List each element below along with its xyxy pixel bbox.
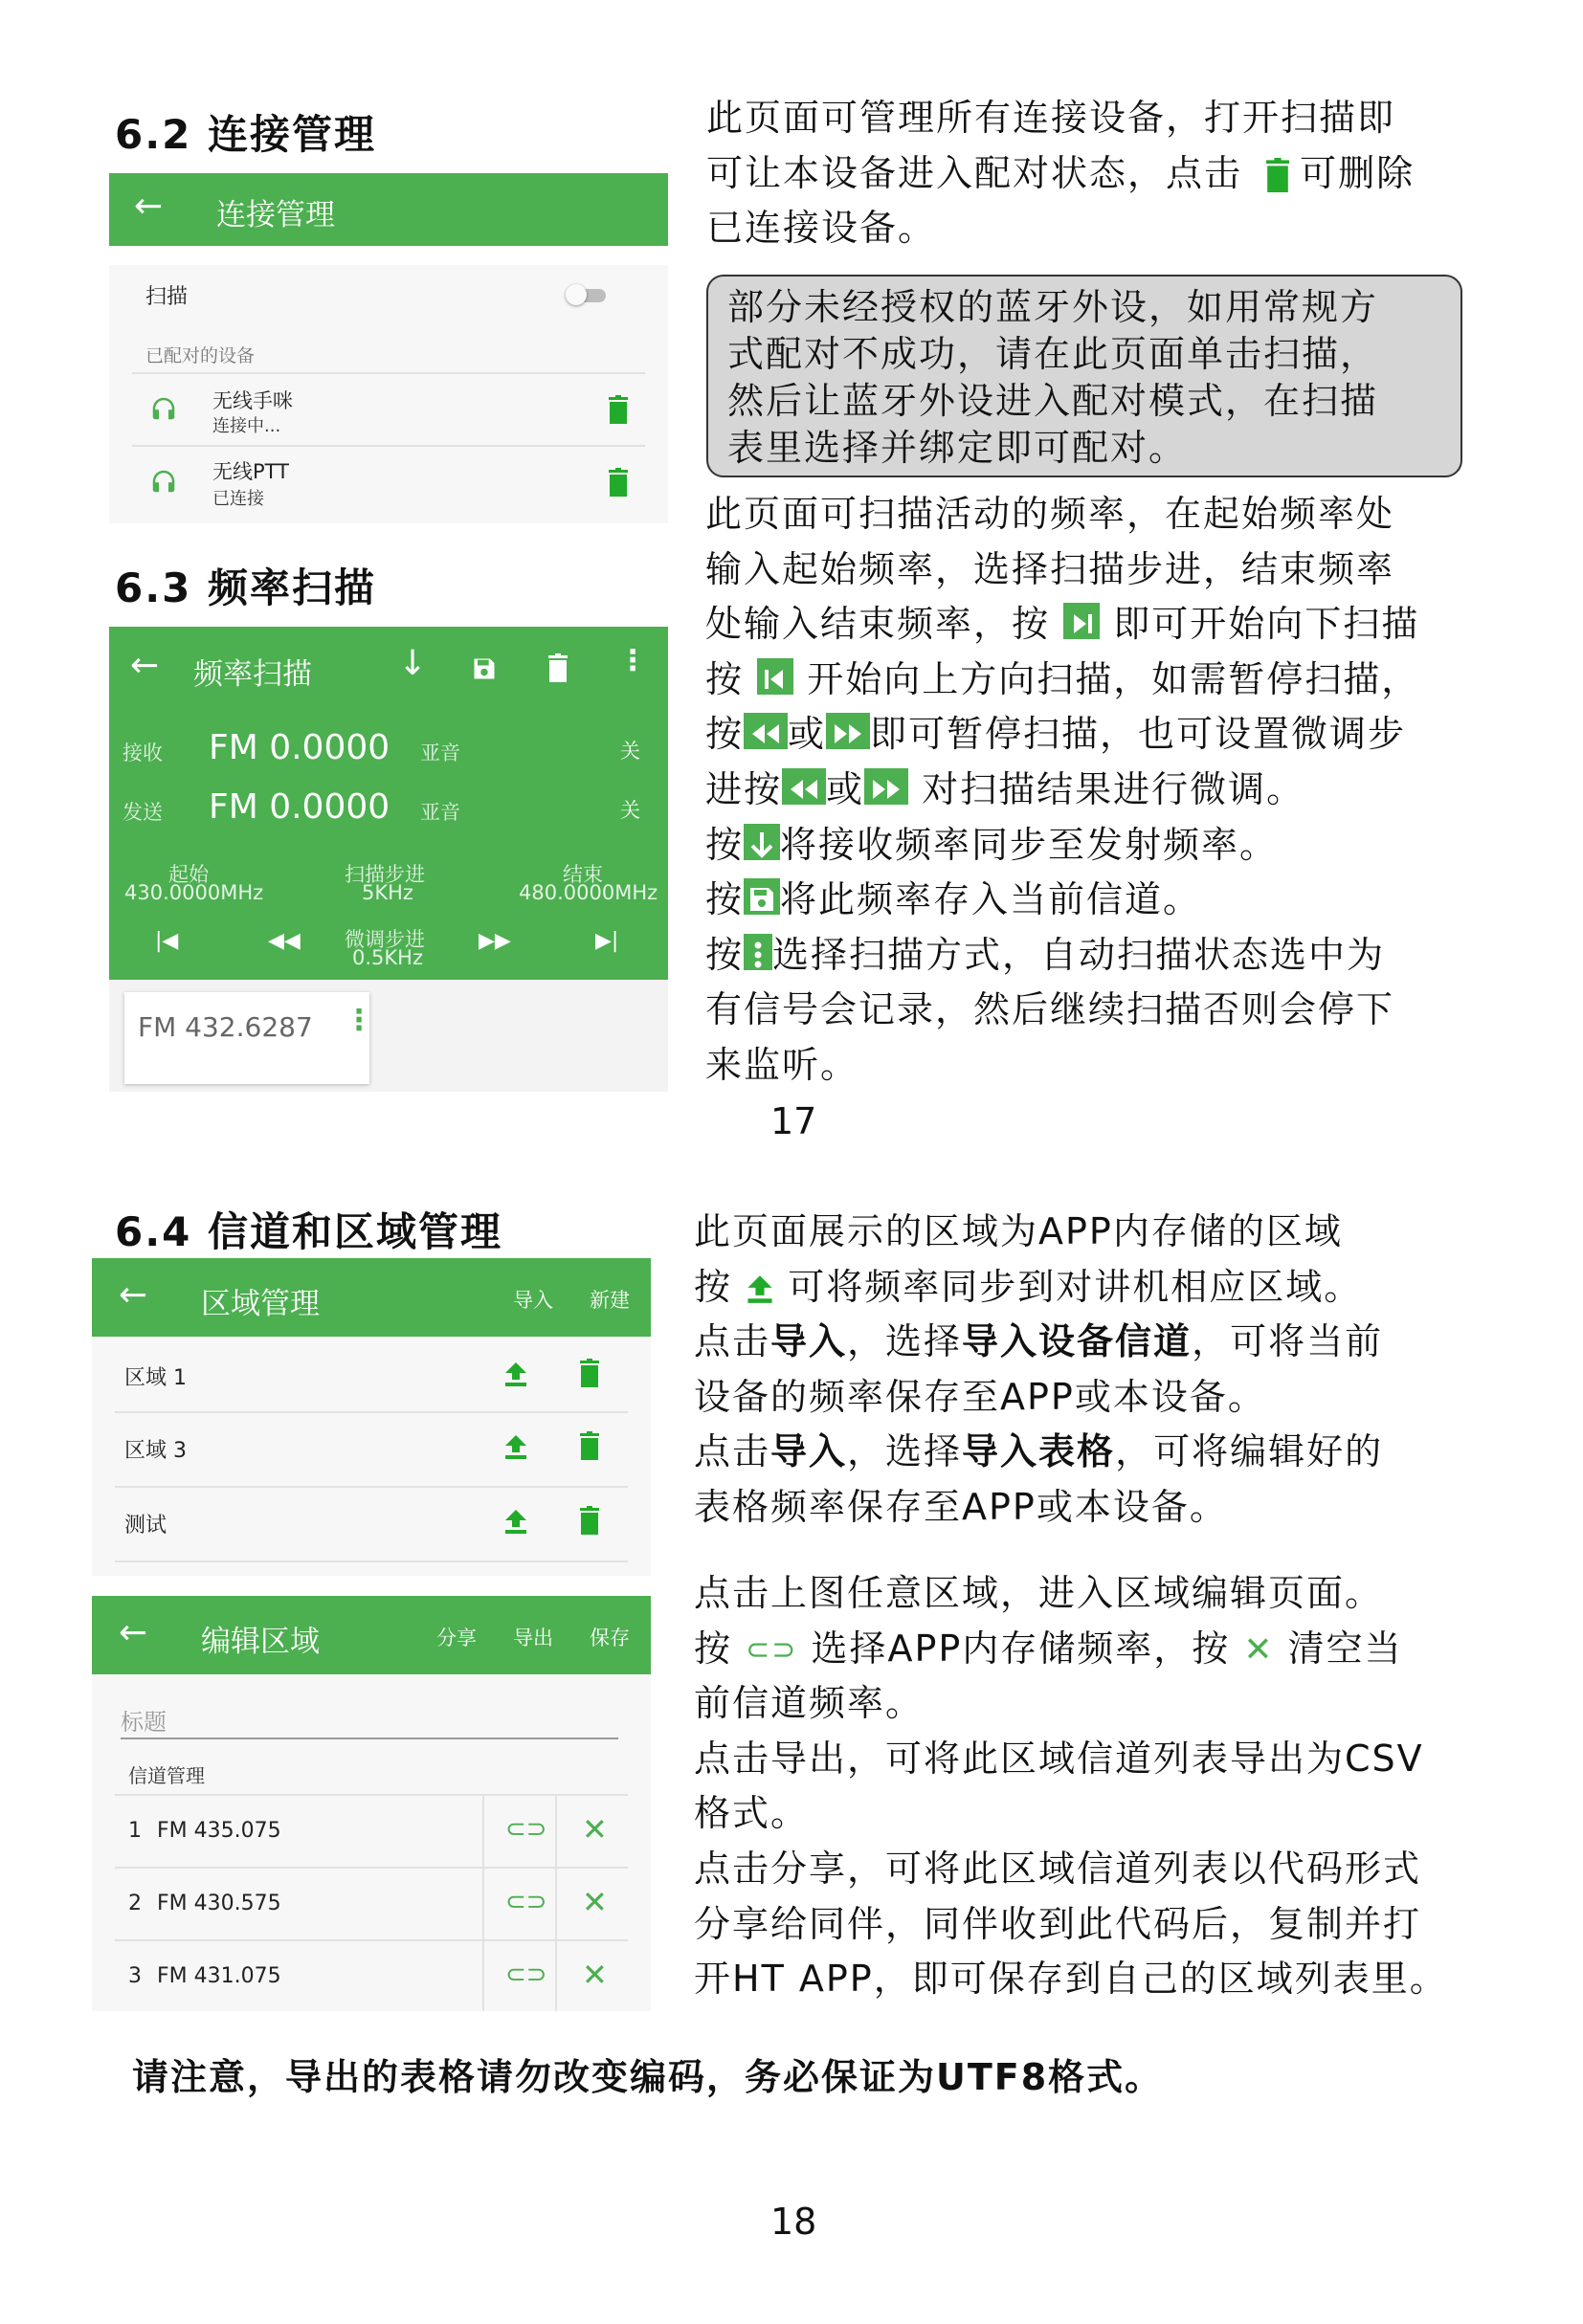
zone-item[interactable] — [115, 1488, 628, 1559]
device-status: 连接中... — [212, 416, 281, 436]
fine-up-icon — [826, 713, 870, 749]
clear-icon: ✕ — [1243, 1630, 1275, 1671]
rx-label: 接收 — [123, 741, 163, 764]
export-button[interactable]: 导出 — [513, 1627, 553, 1649]
channel-row[interactable] — [115, 1796, 628, 1867]
scan-result-card[interactable] — [124, 992, 373, 1084]
tx-label: 发送 — [123, 801, 163, 824]
link-icon[interactable]: ⊂⊃ — [505, 1960, 547, 1989]
back-arrow-icon[interactable]: ← — [119, 1613, 148, 1652]
fine-up-icon[interactable]: ▶▶ — [479, 929, 511, 953]
frequency-scan-screen — [109, 627, 668, 1092]
end-value[interactable]: 480.0000MHz — [519, 881, 658, 904]
app-bar — [92, 1258, 651, 1337]
save-icon — [744, 878, 780, 915]
device-status: 已连接 — [212, 489, 264, 509]
app-bar-title: 连接管理 — [216, 198, 335, 232]
new-button[interactable]: 新建 — [590, 1289, 630, 1312]
link-icon: ⊂⊃ — [746, 1633, 798, 1668]
start-value[interactable]: 430.0000MHz — [124, 881, 264, 904]
device-name: 无线PTT — [212, 460, 289, 483]
section-6-3-title: 6.3 频率扫描 — [115, 564, 377, 611]
more-vert-icon — [744, 934, 772, 970]
result-more-icon[interactable]: ⋮ — [345, 1004, 373, 1037]
channel-frequency: FM 435.075 — [157, 1819, 281, 1843]
share-button[interactable]: 分享 — [436, 1627, 477, 1649]
scan-green-panel — [109, 627, 668, 980]
rx-ctcss-value[interactable]: 关 — [620, 740, 640, 763]
scan-toggle[interactable] — [566, 284, 608, 305]
more-vert-icon[interactable]: ⋮ — [618, 644, 647, 677]
edit-zone-screen — [92, 1596, 651, 2011]
sync-down-arrow-icon[interactable]: ↓ — [398, 644, 428, 683]
fine-down-icon — [782, 768, 826, 805]
back-arrow-icon[interactable]: ← — [130, 646, 160, 685]
fine-down-icon — [744, 713, 788, 749]
title-placeholder: 标题 — [121, 1709, 167, 1736]
save-button[interactable]: 保存 — [590, 1627, 630, 1649]
zone-item[interactable] — [115, 1413, 628, 1484]
zone-name: 测试 — [124, 1514, 167, 1538]
title-input[interactable] — [121, 1699, 618, 1739]
clear-icon[interactable]: ✕ — [582, 1884, 608, 1920]
section-6-2-title: 6.2 连接管理 — [115, 111, 377, 158]
headphones-icon — [149, 466, 178, 497]
import-button[interactable]: 导入 — [513, 1289, 553, 1312]
app-bar-title: 频率扫描 — [193, 657, 312, 692]
link-icon[interactable]: ⊂⊃ — [505, 1888, 547, 1916]
channel-row[interactable] — [115, 1869, 628, 1939]
zone-management-screen — [92, 1258, 651, 1576]
zone-name: 区域 1 — [124, 1366, 187, 1390]
back-arrow-icon[interactable]: ← — [134, 187, 164, 226]
paired-devices-header: 已配对的设备 — [145, 345, 256, 366]
rx-frequency[interactable]: FM 0.0000 — [209, 728, 390, 767]
delete-icon[interactable] — [607, 395, 630, 424]
channel-row[interactable] — [115, 1941, 628, 2011]
end-label: 结束 — [563, 863, 603, 886]
sync-down-arrow-icon — [744, 824, 780, 860]
channel-header: 信道管理 — [128, 1764, 205, 1787]
app-bar-title: 编辑区域 — [201, 1625, 320, 1659]
section-6-4-description-top: 此页面展示的区域为APP内存储的区域 按 可将频率同步到对讲机相应区域。 点击导入，选择导入设备信道，可将当前 设备的频率保存至APP或本设备。 点击导入，选择导入表格，可将编辑好的 表格频率保存至APP或本设备。 — [694, 1210, 1384, 1528]
delete-icon[interactable] — [578, 1431, 601, 1460]
delete-icon[interactable] — [546, 653, 569, 682]
page-number: 17 — [770, 1100, 817, 1142]
tx-ctcss-label: 亚音 — [420, 801, 460, 824]
scan-down-icon — [1063, 603, 1100, 639]
fine-down-icon[interactable]: ◀◀ — [268, 929, 301, 953]
scan-result-frequency: FM 432.6287 — [138, 1011, 313, 1043]
scan-up-icon[interactable]: |◀ — [155, 929, 179, 953]
tx-frequency[interactable]: FM 0.0000 — [209, 787, 390, 827]
tx-ctcss-value[interactable]: 关 — [620, 799, 640, 822]
upload-icon[interactable] — [503, 1433, 528, 1460]
delete-icon[interactable] — [578, 1359, 601, 1387]
zone-item[interactable] — [115, 1339, 628, 1409]
scan-up-icon — [757, 658, 793, 695]
upload-icon — [746, 1273, 774, 1304]
fine-step-value[interactable]: 0.5KHz — [352, 946, 423, 969]
app-bar-title: 区域管理 — [201, 1287, 320, 1321]
headphones-icon — [149, 393, 178, 424]
channel-number: 3 — [128, 1964, 142, 1988]
channel-number: 1 — [128, 1819, 142, 1843]
section-6-2-description: 此页面可管理所有连接设备，打开扫描即 可让本设备进入配对状态，点击 可删除 已连接设备。 — [706, 97, 1416, 250]
section-6-3-description: 此页面可扫描活动的频率，在起始频率处 输入起始频率，选择扫描步进，结束频率 处输入结束频率，按 即可开始向下扫描 按 开始向上方向扫描，如需暂停扫描， 按 或 即可暂停扫描，也可设置微调步 进按 或 对扫描结果进行微调。 按 将接收频率同步至发射频率。 按 将此频率存入当前信道。 按 选择扫描方式，自动扫描状态选中为 有信号会记录，然后继续扫描否则会停下 来监听。 — [705, 493, 1420, 1086]
encoding-warning: 请注意，导出的表格请勿改变编码，务必保证为UTF8格式。 — [132, 2056, 1164, 2098]
start-label: 起始 — [168, 863, 209, 886]
connection-management-screen — [109, 173, 668, 523]
save-icon[interactable] — [471, 655, 498, 682]
rx-ctcss-label: 亚音 — [420, 741, 460, 764]
channel-frequency: FM 430.575 — [157, 1892, 281, 1915]
zone-name: 区域 3 — [124, 1439, 187, 1463]
back-arrow-icon[interactable]: ← — [119, 1275, 148, 1315]
delete-icon — [1263, 158, 1292, 192]
step-label: 扫描步进 — [345, 863, 425, 886]
device-item[interactable] — [132, 374, 645, 445]
device-name: 无线手咪 — [212, 389, 293, 412]
upload-icon[interactable] — [503, 1508, 528, 1535]
section-6-4-description-bottom: 点击上图任意区域，进入区域编辑页面。 按 ⊂⊃ 选择APP内存储频率，按 ✕ 清空当 前信道频率。 点击导出，可将此区域信道列表导出为CSV 格式。 点击分享，可将此区域信道列表以代码形式 分享给同伴，同伴收到此代码后，复制并打 开HT APP，即可保存到自己的区域列表里。 — [694, 1572, 1448, 2001]
scan-label: 扫描 — [145, 285, 189, 309]
link-icon[interactable]: ⊂⊃ — [505, 1815, 547, 1844]
step-value[interactable]: 5KHz — [362, 881, 413, 904]
delete-icon[interactable] — [578, 1506, 601, 1535]
bluetooth-note-box: 部分未经授权的蓝牙外设，如用常规方 式配对不成功，请在此页面单击扫描， 然后让蓝牙外设进入配对模式，在扫描 表里选择并绑定即可配对。 — [706, 275, 1462, 477]
fine-up-icon — [864, 768, 908, 805]
delete-icon[interactable] — [607, 468, 630, 497]
app-bar — [109, 173, 668, 246]
clear-icon[interactable]: ✕ — [582, 1811, 608, 1848]
page-number: 18 — [770, 2201, 817, 2243]
section-6-4-title: 6.4 信道和区域管理 — [115, 1208, 503, 1255]
clear-icon[interactable]: ✕ — [582, 1957, 608, 1993]
channel-number: 2 — [128, 1892, 142, 1915]
scan-down-icon[interactable]: ▶| — [595, 929, 619, 953]
app-bar — [92, 1596, 651, 1674]
fine-step-label: 微调步进 — [345, 928, 425, 951]
upload-icon[interactable] — [503, 1361, 528, 1387]
device-item[interactable] — [132, 447, 645, 518]
channel-frequency: FM 431.075 — [157, 1964, 281, 1988]
